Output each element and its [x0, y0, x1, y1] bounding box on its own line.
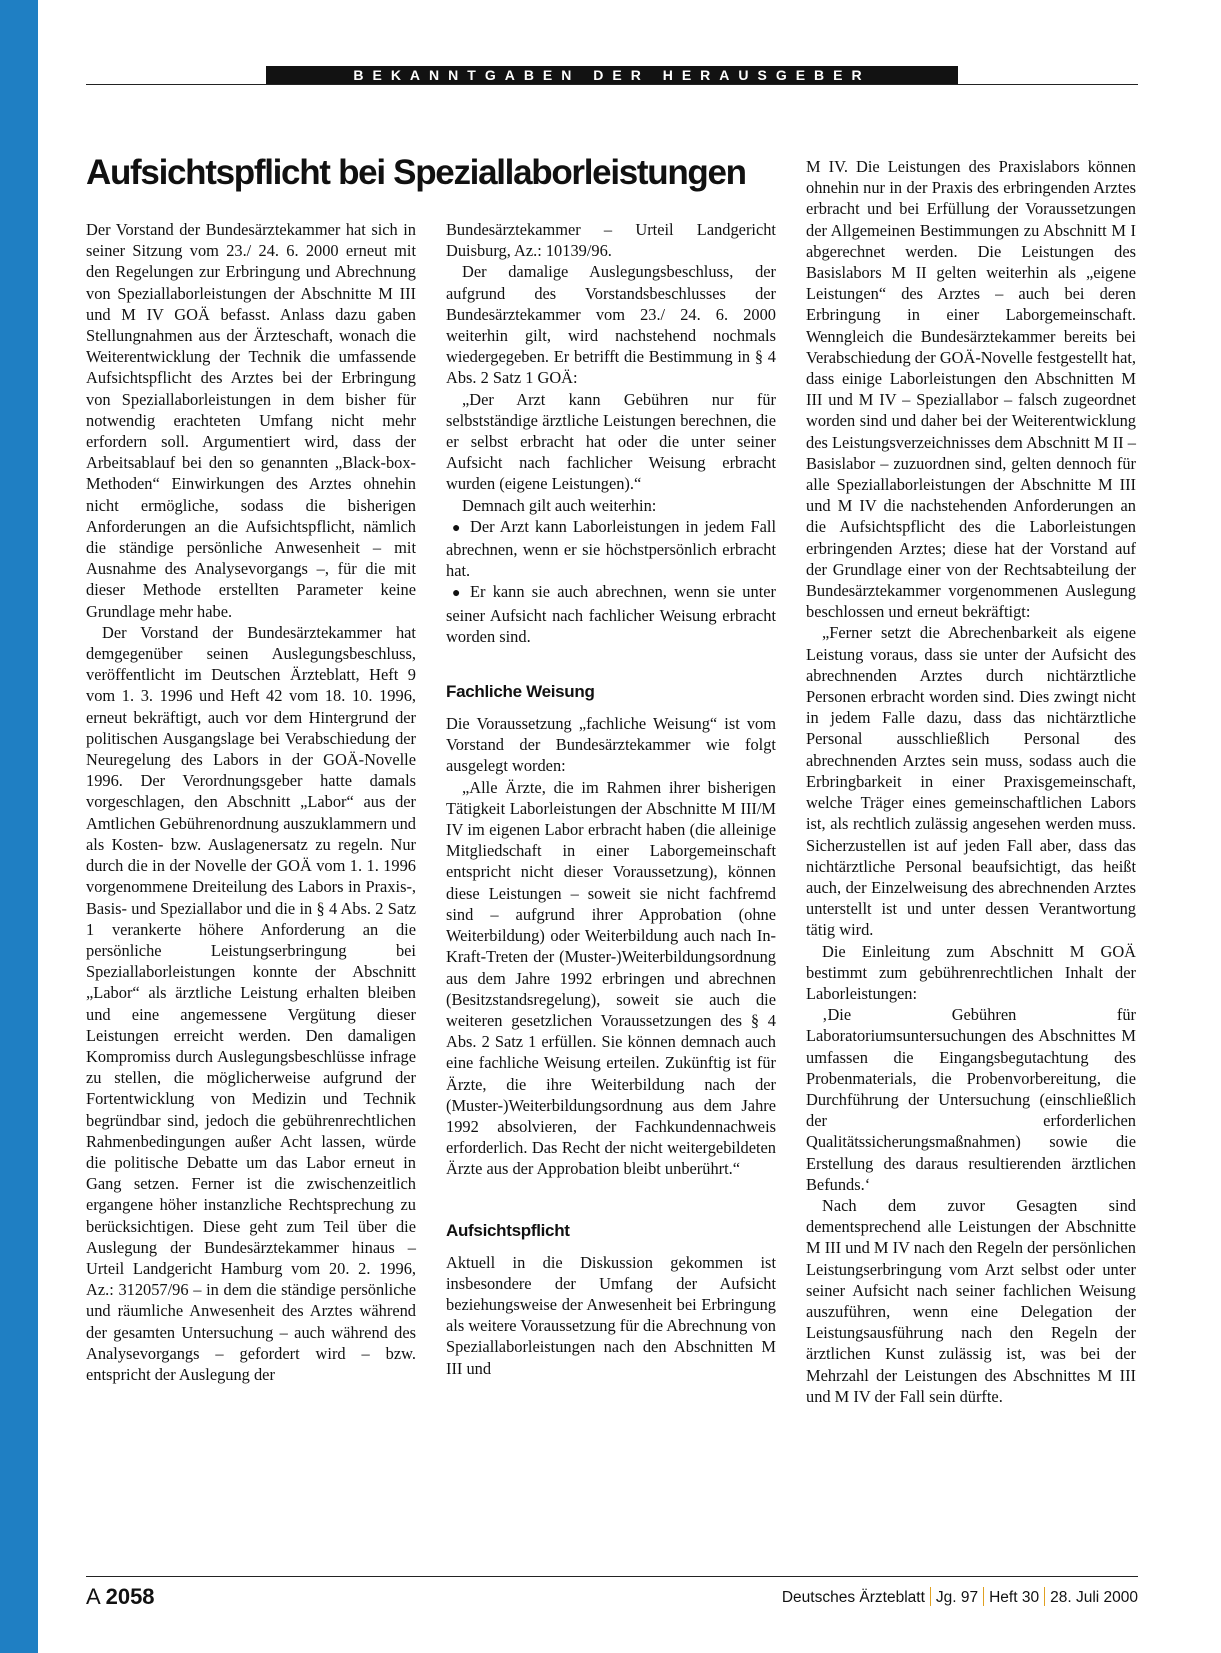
list-item [446, 581, 776, 647]
bottom-rule [86, 1576, 1138, 1577]
section-heading: Fachliche Weisung [446, 682, 595, 702]
quote: „Alle Ärzte, die im Rahmen ihrer bisherigen Tätigkeit Laborleistungen der Abschnitte M III/M IV im eigenen Labor erbracht haben (die alleinige Mitgliedschaft in einer Laborgemeinschaft entspricht nicht dieser Voraussetzung), können diese Leistungen – soweit sie nicht fachfremd sind – aufgrund ihrer Approbation (ohne Weiterbildung) oder Weiterbildung auch nach In-Kraft-Treten der (Muster-)Weiterbildungsordnung aus dem Jahre 1992 erbringen und abrechnen (Besitzstandsregelung), soweit sie auch die weiteren gesetzlichen Voraussetzungen des § 4 Abs. 2 Satz 1 erfüllen. Sie können demnach auch eine fachliche Weisung erteilen. Zukünftig ist für Ärzte, die ihre Weiterbildung nach der (Muster-)Weiterbildungsordnung aus dem Jahre 1992 absolvieren, der Fachkundennachweis erforderlich. Das Recht der nicht weitergebildeten Ärzte aus der Approbation bleibt unberührt.“ [446, 777, 776, 1179]
list-item-text: Er kann sie auch abrechnen, wenn sie unter seiner Aufsicht nach fachlicher Weisung erbracht worden sind. [446, 582, 776, 646]
column-3 [806, 156, 1136, 1407]
paragraph: M IV. Die Leistungen des Praxislabors können ohnehin nur in der Praxis des erbringenden Arztes erbracht und bei Erfüllung der Voraussetzungen der Allgemeinen Bestimmungen zu Abschnitt M I abgerechnet werden. Die Leistungen des Basislabors M II gelten weiterhin als „eigene Leistungen“ des Arztes – auch bei deren Erbringung in einer Laborgemeinschaft. Wenngleich die Bundesärztekammer bereits bei Verabschiedung der GOÄ-Novelle festgestellt hat, dass einige Laborleistungen den Abschnitten M III und M IV – Speziallabor – falsch zugeordnet worden sind und daher bei der Weiterentwicklung des Leistungsverzeichnisses dem Abschnitt M II – Basislabor – zuzuordnen sind, gelten dennoch für alle Speziallaborleistungen der Abschnitte M III und M IV die nachstehenden Anforderungen an die Aufsichtspflicht des die Laborleistungen erbringenden Arztes; diese hat der Vorstand auf der Grundlage einer von der Rechtsabteilung der Bundesärztekammer vorgenommenen Auslegung beschlossen und erneut bekräftigt: [806, 157, 1136, 622]
quote: „Ferner setzt die Abrechenbarkeit als eigene Leistung voraus, dass sie unter der Aufsicht des abrechnenden Arztes durch nichtärztliche Personen erbracht worden sind. Dies zwingt nicht in jedem Falle dazu, dass das nichtärztliche Personal ausschließlich Personal des abrechnenden Arztes sein muss, sodass auch die Erbringbarkeit in einer Praxisgemeinschaft, welche Träger eines gemeinschaftlichen Labors ist, als rechtlich zulässig angesehen werden muss. Sicherzustellen ist auf jeden Fall aber, dass das nichtärztliche Personal beaufsichtigt, das heißt auch, der Einzelweisung des abrechnenden Arztes unterstellt ist und unter dessen Verantwortung tätig wird. [806, 623, 1136, 940]
list-item-text: Der Arzt kann Laborleistungen in jedem Fall abrechnen, wenn er sie höchstpersönlich erbracht hat. [446, 516, 776, 581]
journal-date: 28. Juli 2000 [1050, 1589, 1138, 1606]
quote: ‚Die Gebühren für Laboratoriumsuntersuchungen des Abschnittes M umfassen die Eingangsbegutachtung des Probenmaterials, die Probenvorbereitung, die Durchführung der Untersuchung (einschließlich der erforderlichen Qualitätssicherungsmaßnahmen) sowie die Erstellung des daraus resultierenden ärztlichen Befunds.‘ [806, 1005, 1136, 1194]
footer-separator [930, 1587, 931, 1606]
left-accent-bar [0, 0, 38, 1653]
paragraph: Demnach gilt auch weiterhin: [462, 495, 657, 515]
journal-issue: Heft 30 [989, 1589, 1040, 1606]
footer-separator [983, 1587, 984, 1606]
page-prefix: A [86, 1584, 100, 1609]
journal-name: Deutsches Ärzteblatt [781, 1589, 925, 1606]
footer-info [782, 1587, 1138, 1607]
section-header: BEKANNTGABEN DER HERAUSGEBER [266, 66, 958, 85]
bullet-icon: ● [452, 586, 461, 602]
article-title: Aufsichtspflicht bei Speziallaborleistungen [86, 153, 746, 192]
paragraph: Der Vorstand der Bundesärztekammer hat sich in seiner Sitzung vom 23./ 24. 6. 2000 erneut mit den Regelungen zur Erbringung und Abrechnung von Speziallaborleistungen der Abschnitte M III und M IV GOÄ befasst. Anlass dazu gaben Stellungnahmen aus der Ärzteschaft, wonach die Weiterentwicklung der Technik die umfassende Aufsichtspflicht des Arztes bei der Erbringung von Speziallaborleistungen in dem bisher für notwendig erachteten Umfang nicht mehr erfordern soll. Argumentiert wird, dass der Arbeitsablauf bei den so genannten „Black-box-Methoden“ Einwirkungen des Arztes ohnehin nicht ermögliche, sodass die bisherigen Anforderungen an die Aufsichtspflicht, nämlich die ständige persönliche Anwesenheit – mit Ausnahme des Analysevorgangs –, für die mit dieser Methode erstellten Parameter keine Grundlage mehr habe. [86, 220, 416, 621]
top-rule [86, 84, 1138, 85]
paragraph: Aktuell in die Diskussion gekommen ist insbesondere der Umfang der Aufsicht beziehungsweise der Anwesenheit bei Erbringung als weitere Voraussetzung für die Abrechnung von Speziallaborleistungen nach den Abschnitten M III und [446, 1252, 776, 1378]
list-item [446, 516, 776, 582]
paragraph: Der Vorstand der Bundesärztekammer hat demgegenüber seinen Auslegungsbeschluss, veröffentlicht im Deutschen Ärzteblatt, Heft 9 vom 1. 3. 1996 und Heft 42 vom 18. 10. 1996, erneut bekräftigt, auch vor dem Hintergrund der politischen Ausgangslage bei Verabschiedung der Neuregelung des Labors in der GOÄ-Novelle 1996. Der Verordnungsgeber hatte damals vorgeschlagen, den Abschnitt „Labor“ aus der Amtlichen Gebührenordnung auszuklammern und als Kosten- bzw. Auslagenersatz zu regeln. Nur durch die in der Novelle der GOÄ vom 1. 1. 1996 vorgenommene Dreiteilung des Labors in Praxis-, Basis- und Speziallabor und die in § 4 Abs. 2 Satz 1 verankerte höhere Anforderung an die persönliche Leistungserbringung bei Speziallaborleistungen konnte der Abschnitt „Labor“ als ärztliche Leistung erhalten bleiben und eine angemessene Vergütung dieser Leistungen erreicht werden. Den damaligen Kompromiss durch Auslegungsbeschlüsse infrage zu stellen, die möglicherweise aufgrund der Fortentwicklung von Medizin und Technik begründbar sind, jedoch die gebührenrechtlichen Rahmenbedingungen außer Acht lassen, würde die politische Debatte um das Labor erneut in Gang setzen. Ferner ist die zwischenzeitlich ergangene höher instanzliche Rechtsprechung zu berücksichtigen. Diese geht zum Teil über die Auslegung der Bundesärztekammer hinaus – Urteil Landgericht Hamburg vom 20. 2. 1996, Az.: 312057/96 – in dem die ständige persönliche und räumliche Anwesenheit des Arztes während der gesamten Untersuchung – auch während des Analysevorgangs – gefordert wird – bzw. entspricht der Auslegung der [86, 622, 416, 1384]
paragraph: Bundesärztekammer – Urteil Landgericht Duisburg, Az.: 10139/96. [446, 220, 776, 261]
column-1 [86, 219, 416, 1385]
column-2 [446, 219, 776, 1379]
paragraph: Nach dem zuvor Gesagten sind dementsprechend alle Leistungen der Abschnitte M III und M IV nach den Regeln der persönlichen Leistungserbringung vom Arzt selbst oder unter seiner Aufsicht nach seiner fachlichen Weisung auszuführen, wenn eine Delegation der Leistungsausführung nach den Regeln der ärztlichen Kunst zulässig ist, was bei der Mehrzahl der Leistungen des Abschnittes M III und M IV der Fall sein dürfte. [806, 1195, 1136, 1406]
page-number-value: 2058 [105, 1584, 155, 1609]
section-heading: Aufsichtspflicht [446, 1220, 570, 1240]
paragraph: Die Einleitung zum Abschnitt M GOÄ bestimmt zum gebührenrechtlichen Inhalt der Laborleistungen: [806, 941, 1136, 1003]
quote: „Der Arzt kann Gebühren nur für selbstständige ärztliche Leistungen berechnen, die er selbst erbracht hat oder die unter seiner Aufsicht nach fachlicher Weisung erbracht wurden (eigene Leistungen).“ [446, 389, 776, 494]
bullet-icon: ● [452, 520, 461, 536]
paragraph: Die Voraussetzung „fachliche Weisung“ ist vom Vorstand der Bundesärztekammer wie folgt ausgelegt worden: [446, 714, 776, 776]
journal-volume: Jg. 97 [935, 1589, 979, 1606]
footer-separator [1044, 1587, 1045, 1606]
page-number [86, 1584, 155, 1610]
paragraph: Der damalige Auslegungsbeschluss, der aufgrund des Vorstandsbeschlusses der Bundesärztekammer vom 23./ 24. 6. 2000 weiterhin gilt, wird nachstehend nochmals wiedergegeben. Er betrifft die Bestimmung in § 4 Abs. 2 Satz 1 GOÄ: [446, 262, 776, 388]
bullet-list [446, 516, 776, 647]
